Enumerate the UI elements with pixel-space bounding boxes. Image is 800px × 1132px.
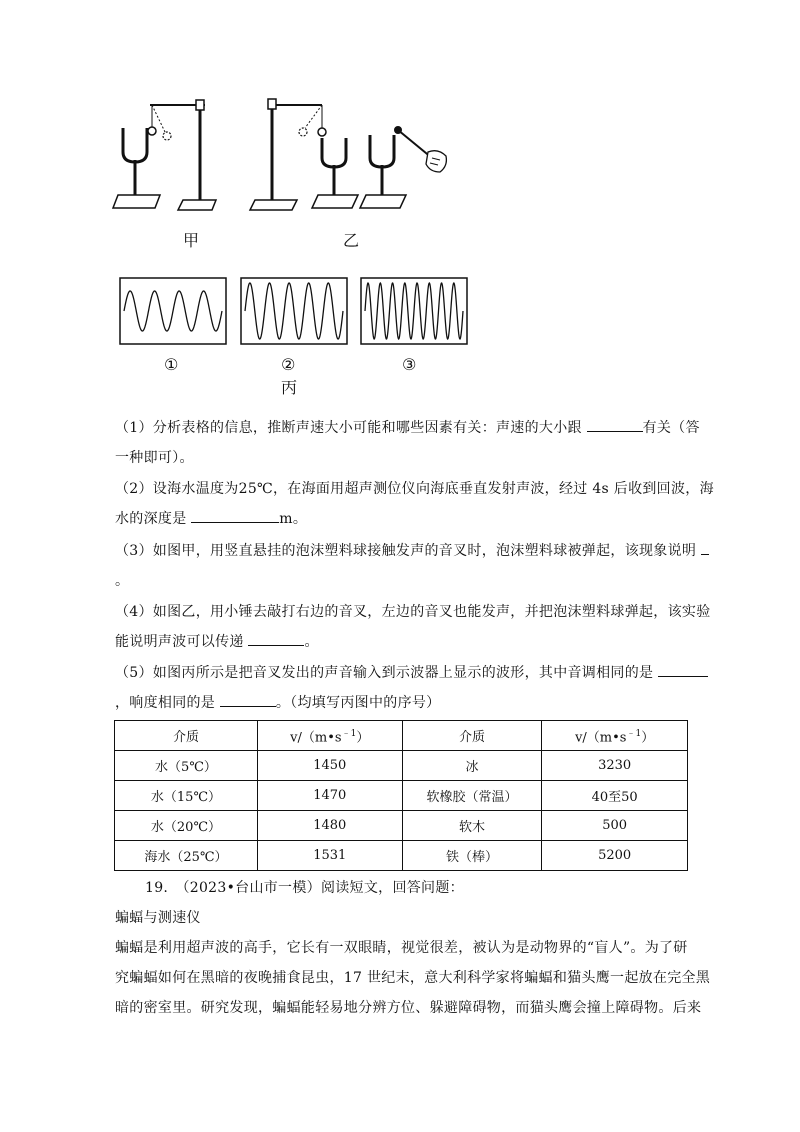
q5-text-c: 。（均填写丙图中的序号） [275, 695, 441, 711]
table-header-row [115, 721, 688, 751]
question-1 [115, 413, 715, 473]
table-cell: 海水（25℃） [115, 841, 258, 871]
table-cell: 1450 [257, 751, 402, 781]
q5-text-b: ，响度相同的是 [115, 695, 216, 711]
table-cell: 水（20℃） [115, 811, 258, 841]
table-cell: 冰 [402, 751, 542, 781]
q19-body [115, 933, 715, 1023]
q5-text: （5）如图丙所示是把音叉发出的声音输入到示波器上显示的波形，其中音调相同的是 [115, 665, 654, 681]
q5-answer-blank-1[interactable] [658, 662, 708, 677]
table-row [115, 811, 688, 841]
q19-title: 蝙蝠与测速仪 [115, 910, 201, 926]
q19-line: 蝙蝠是利用超声波的高手，它长有一双眼睛，视觉很差，被认为是动物界的“盲人”。为了研 [115, 940, 688, 956]
q4-text-b: 能说明声波可以传递 [115, 634, 244, 650]
table-row [115, 751, 688, 781]
figure-label-jia: 甲 [183, 231, 200, 250]
table-cell: 1531 [257, 841, 402, 871]
q19-heading: 19. （2023•台山市一模）阅读短文，回答问题： [145, 880, 464, 896]
waveform-1 [124, 291, 222, 331]
q2-text-b: 水的深度是 [115, 511, 187, 527]
q3-answer-blank[interactable] [701, 540, 709, 555]
q4-text: （4）如图乙，用小锤去敲打右边的音叉，左边的音叉也能发声，并把泡沫塑料球弹起，该实验 [115, 604, 711, 620]
sound-speed-table [114, 720, 688, 871]
table-cell: 500 [542, 811, 688, 841]
table-cell: 1470 [257, 781, 402, 811]
waveform-figure [0, 0, 800, 400]
table-row [115, 781, 688, 811]
table-cell: 3230 [542, 751, 688, 781]
q19-line: 究蝙蝠如何在黑暗的夜晚捕食昆虫，17 世纪末，意大利科学家将蝙蝠和猫头鹰一起放在完全黑 [115, 970, 711, 986]
waveform-2 [245, 283, 343, 339]
table-header-cell: 介质 [402, 721, 542, 751]
question-5 [115, 658, 715, 718]
q3-text-b: 。 [115, 573, 130, 589]
table-cell: 软橡胶（常温） [402, 781, 542, 811]
table-cell: 水（15℃） [115, 781, 258, 811]
table-header-cell: 介质 [115, 721, 258, 751]
question-4 [115, 597, 715, 657]
q1-answer-blank[interactable] [587, 417, 643, 432]
table-cell: 铁（棒） [402, 841, 542, 871]
q19-line: 暗的密室里。研究发现，蝙蝠能轻易地分辨方位、躲避障碍物，而猫头鹰会撞上障碍物。后来 [115, 1000, 702, 1016]
figure-label-bing: 丙 [281, 378, 298, 397]
q1-text-b: 有关（答 [642, 420, 700, 436]
table-header-cell: $v/(m•s^{﹣1})$ [542, 721, 688, 751]
table-row [115, 841, 688, 871]
waveform-3 [365, 283, 463, 339]
table-cell: 40至50 [542, 781, 688, 811]
q2-text-c: m。 [279, 511, 308, 527]
q5-answer-blank-2[interactable] [220, 692, 276, 707]
q1-text-c: 一种即可）。 [115, 450, 194, 466]
q1-text: （1）分析表格的信息，推断声速大小可能和哪些因素有关：声速的大小跟 [115, 420, 582, 436]
wave-label-1: ① [164, 355, 179, 374]
table-cell: 1480 [257, 811, 402, 841]
table-cell: 5200 [542, 841, 688, 871]
q4-answer-blank[interactable] [248, 631, 304, 646]
table-header-cell: $v/(m•s^{﹣1})$ [257, 721, 402, 751]
question-3 [115, 536, 715, 596]
table-cell: 水（5℃） [115, 751, 258, 781]
q4-text-c: 。 [304, 634, 319, 650]
q3-text: （3）如图甲，用竖直悬挂的泡沫塑料球接触发声的音叉时，泡沫塑料球被弹起，该现象说明 [115, 543, 697, 559]
q2-answer-blank[interactable] [191, 508, 279, 523]
figure-label-yi: 乙 [343, 231, 360, 250]
wave-label-2: ② [281, 355, 296, 374]
wave-label-3: ③ [402, 355, 417, 374]
q2-text: （2）设海水温度为25℃，在海面用超声测位仪向海底垂直发射声波，经过 4s 后收到回波，海 [115, 481, 714, 497]
question-2 [115, 474, 715, 534]
table-cell: 软木 [402, 811, 542, 841]
